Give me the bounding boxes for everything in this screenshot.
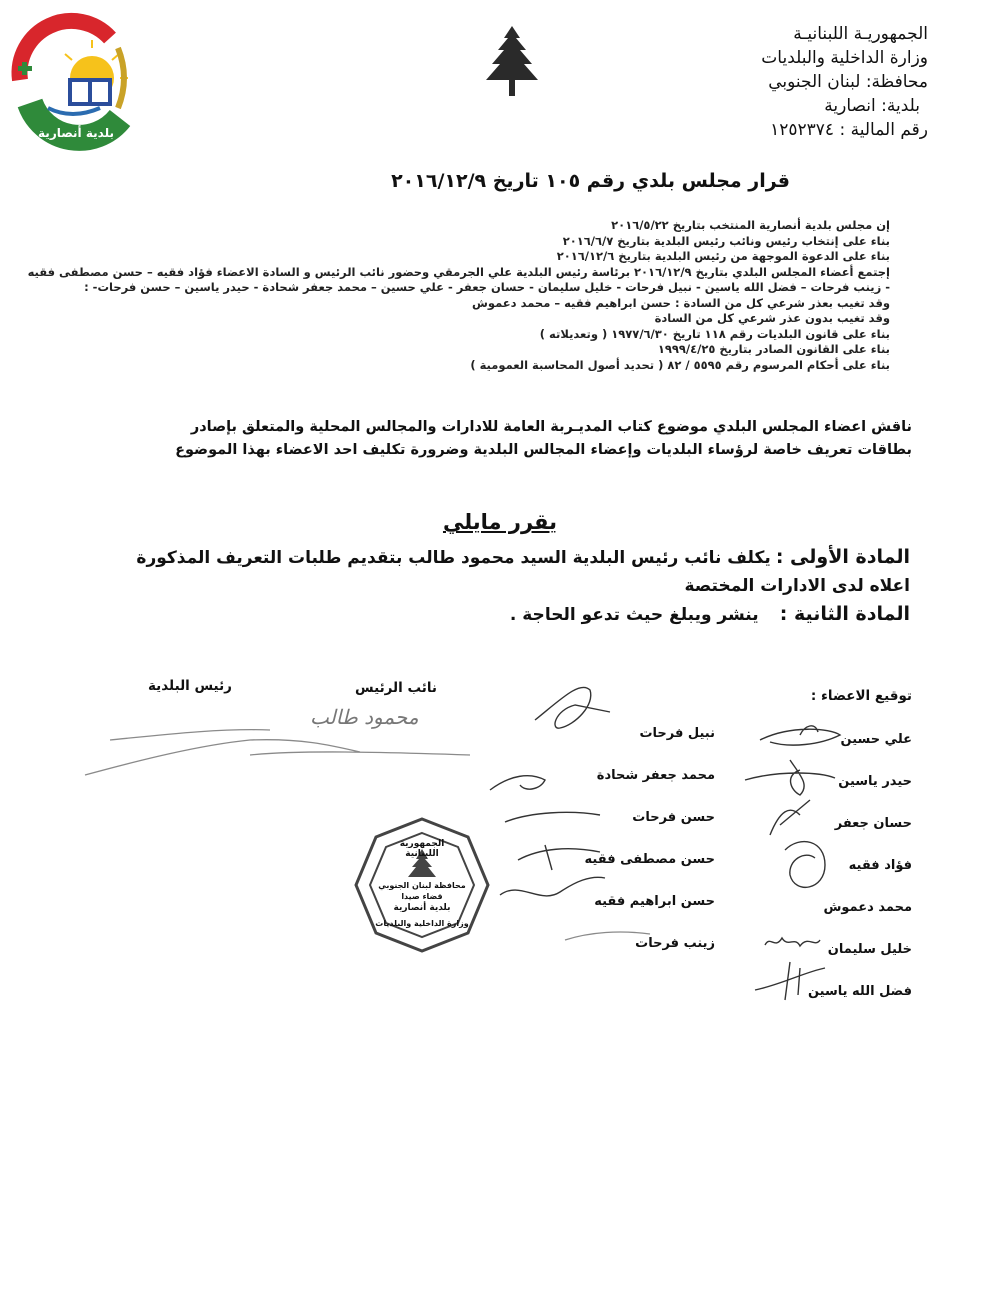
stamp-inner-line: محافظة لبنان الجنوبي xyxy=(378,881,466,890)
member-name: حسن مصطفى فقيه xyxy=(584,852,715,867)
stamp-bottom-text: وزارة الداخلية والبلديات xyxy=(375,919,469,928)
signature-scribble-grey xyxy=(250,752,470,755)
vice-president-signature: محمود طالب xyxy=(310,705,419,729)
vice-president-label: نائب الرئيس xyxy=(355,680,437,696)
signature-scribble-grey xyxy=(85,730,360,775)
member-name: محمد دعموش xyxy=(823,900,912,915)
signature-scribble xyxy=(770,800,810,835)
member-name: نبيل فرحات xyxy=(639,726,715,741)
stamp-inner-line: قضاء صيدا xyxy=(401,892,443,901)
member-name: فضل الله ياسين xyxy=(807,984,912,999)
letterhead xyxy=(761,22,928,142)
member-name: حيدر ياسين xyxy=(838,774,912,789)
signature-scribble xyxy=(535,687,610,728)
preamble-line: بناء على القانون الصادر بتاريخ ١٩٩٩/٤/٢٥ xyxy=(657,342,890,356)
stamp-inner-line: بلدية أنصارية xyxy=(393,903,451,913)
preamble-line: إن مجلس بلدية أنصارية المنتخب بتاريخ ٢٠١٦/٥/٢٢ xyxy=(611,218,890,232)
members-heading: توقيع الاعضاء : xyxy=(810,688,912,704)
member-name: حسن فرحات xyxy=(632,810,715,825)
members-middle-column xyxy=(585,726,715,978)
header-municipality: بلدية: انصارية xyxy=(824,96,920,116)
article-2-label: المادة الثانية : xyxy=(779,603,910,625)
decision-title: قرار مجلس بلدي رقم ١٠٥ تاريخ ٢٠١٦/١٢/٩ xyxy=(391,170,790,192)
preamble xyxy=(28,218,890,373)
president-label: رئيس البلدية xyxy=(148,678,232,694)
article-2-text: ينشر ويبلغ حيث تدعو الحاجة . xyxy=(509,605,759,625)
member-name: فؤاد فقيه xyxy=(848,858,912,873)
members-right-column xyxy=(807,732,912,1026)
article-2 xyxy=(130,600,910,629)
article-1 xyxy=(130,543,910,600)
member-name: خليل سليمان xyxy=(827,942,912,957)
article-1-text: يكلف نائب رئيس البلدية السيد محمود طالب بتقديم طلبات التعريف المذكورة اعلاه لدى الادارات المختصة xyxy=(136,548,910,596)
preamble-line: إجتمع أعضاء المجلس البلدي بتاريخ ٢٠١٦/١٢/٩ برئاسة رئيس البلدية علي الجرمقي وحضور نائب الرئيس و السادة الاعضاء فؤاد فقيه – حسن مصطفى فقيه xyxy=(27,264,890,279)
member-name: علي حسين xyxy=(840,732,912,747)
header-governorate: محافظة: لبنان الجنوبي xyxy=(768,72,928,92)
preamble-line: وقد تغيب بعذر شرعي كل من السادة : حسن ابراهيم فقيه – محمد دعموش xyxy=(472,295,890,310)
official-stamp xyxy=(352,815,492,955)
signature-scribble xyxy=(490,776,545,790)
decides-heading: يقرر مايلي xyxy=(442,510,558,534)
preamble-line: بناء على قانون البلديات رقم ١١٨ تاريخ ١٩٧٧/٦/٣٠ ( وتعديلاته ) xyxy=(539,326,890,341)
member-name: زينب فرحات xyxy=(635,936,715,951)
header-ministry: وزارة الداخلية والبلديات xyxy=(761,48,928,68)
discussion-paragraph: ناقش اعضاء المجلس البلدي موضوع كتاب المديـربة العامة للادارات والمجالس المحلية والمتعلق بإصادر بطاقات تعريف خاصة لرؤساء البلديات وإعضاء المجالس البلدية وضرورة تكليف احد الاعضاء بهذا الموضوع xyxy=(175,419,912,458)
cedar-tree-icon xyxy=(482,22,542,102)
preamble-line: بناء على الدعوة الموجهة من رئيس البلدية بتاريخ ٢٠١٦/١٢/٦ xyxy=(556,249,890,263)
member-name: حسن ابراهيم فقيه xyxy=(594,894,715,909)
member-name: محمد جعفر شحادة xyxy=(596,768,715,783)
preamble-line: وقد تغيب بدون عذر شرعي كل من السادة xyxy=(654,311,890,325)
preamble-line: - زينب فرحات – فضل الله ياسين - نبيل فرحات - خليل سليمان - حسان جعفر - علي حسين – محمد جعفر شحادة - حيدر ياسين – حسن فرحات- : xyxy=(84,280,890,294)
header-finance-number: رقم المالية : ١٢٥٢٣٧٤ xyxy=(770,120,928,140)
logo-text: بلدية أنصارية xyxy=(38,126,114,140)
cedar-emblem xyxy=(482,22,542,102)
municipality-logo xyxy=(0,8,150,158)
stamp-outer-text: الجمهورية اللبنانية xyxy=(399,839,445,859)
member-name: حسان جعفر xyxy=(834,816,912,831)
article-1-label: المادة الأولى : xyxy=(775,546,910,568)
preamble-line: بناء على إنتخاب رئيس ونائب رئيس البلدية بتاريخ ٢٠١٦/٦/٧ xyxy=(562,233,890,248)
preamble-line: بناء على أحكام المرسوم رقم ٥٥٩٥ / ٨٢ ( تحديد أصول المحاسبة العمومية ) xyxy=(470,357,890,372)
header-republic: الجمهوريـة اللبنانيـة xyxy=(793,24,928,44)
